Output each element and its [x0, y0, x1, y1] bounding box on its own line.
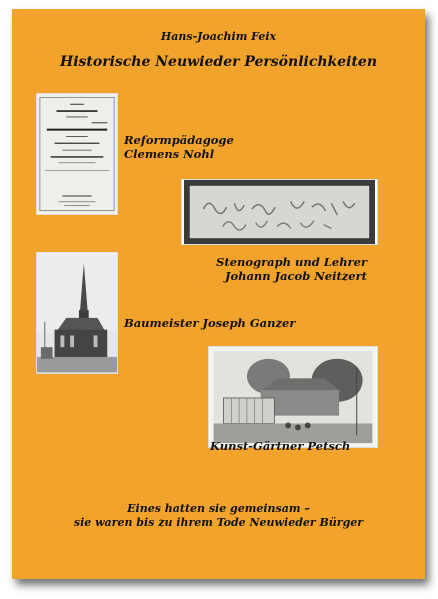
garden-photo	[208, 346, 378, 448]
footer-line2: sie waren bis zu ihrem Tode Neuwieder Bürger	[73, 516, 364, 529]
caption-nohl-line2: Clemens Nohl	[124, 147, 215, 161]
stone-inscription-icon	[182, 180, 377, 244]
book-title: Historische Neuwieder Persönlichkeiten	[59, 54, 378, 70]
church-spire-icon	[37, 253, 117, 373]
caption-neitzert-line1: Stenograph und Lehrer	[216, 255, 367, 269]
caption-ganzer	[124, 316, 295, 330]
footer-line1: Eines hatten sie gemeinsam –	[127, 502, 310, 515]
caption-nohl-line1: Reformpädagoge	[124, 133, 234, 147]
caption-nohl	[124, 133, 234, 161]
caption-petsch-line1: Kunst-Gärtner Petsch	[210, 439, 351, 453]
house-with-greenhouse-icon	[209, 347, 377, 447]
caption-neitzert-line2: Johann Jacob Neitzert	[225, 269, 367, 283]
book-cover	[12, 9, 425, 579]
caption-petsch	[210, 439, 350, 453]
caption-neitzert	[216, 255, 367, 283]
author-name: Hans-Joachim Feix	[160, 30, 277, 43]
historic-document-icon	[37, 94, 117, 214]
inscription-photo	[181, 179, 378, 245]
caption-ganzer-line1: Baumeister Joseph Ganzer	[124, 316, 296, 330]
document-photo	[36, 93, 118, 215]
footer-text	[12, 502, 425, 530]
church-photo	[36, 252, 118, 374]
